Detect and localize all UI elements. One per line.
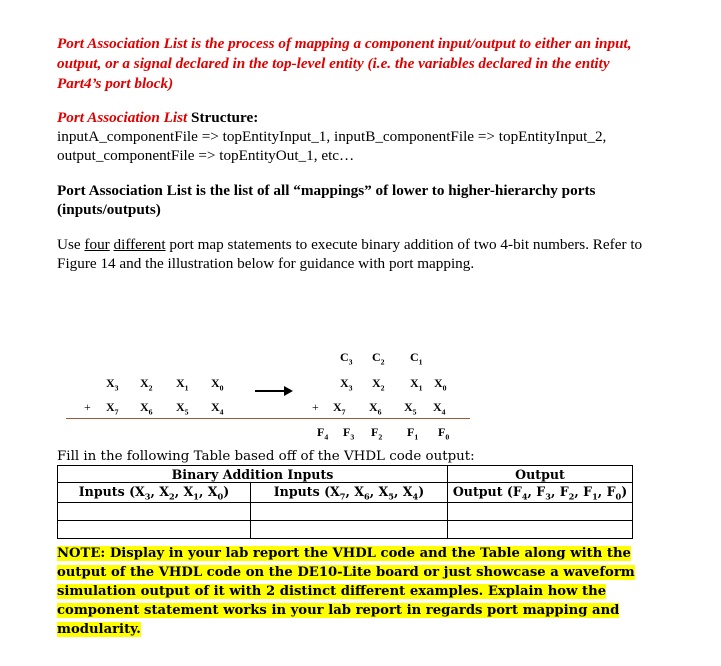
- col-output-f4-f0: Output ($F_4$, $F_3$, $F_2$, $F_1$, $F_0$): [448, 483, 633, 503]
- right-x6: $X_6$: [369, 400, 382, 417]
- instruction-use: Use: [57, 236, 85, 253]
- col-inputs-x7-x4: Inputs ($X_7$, $X_6$, $X_5$, $X_4$): [251, 483, 448, 503]
- note-highlighted-text: NOTE: Display in your lab report the VHDL code and the Table along with the output of the VHDL code on the DE10-Lite board or just showcase a waveform simulation output of it with 2 distinct different examples. Explain how the component statement works in your lab report in regards port mapping and modularity.: [57, 546, 635, 637]
- arrow-right-icon: [255, 390, 285, 392]
- left-x7: $X_7$: [106, 400, 119, 417]
- right-x5: $X_5$: [404, 400, 417, 417]
- right-x7: $X_7$: [333, 400, 346, 417]
- left-x2: $X_2$: [140, 376, 153, 393]
- sum-f3: $F_3$: [343, 425, 355, 442]
- sum-f0: $F_0$: [438, 425, 450, 442]
- right-plus-sign: +: [312, 400, 319, 414]
- table-cell-input-a-2[interactable]: [58, 521, 251, 539]
- structure-heading-red: Port Association List: [57, 109, 188, 126]
- right-x3: $X_3$: [340, 376, 353, 393]
- right-x4: $X_4$: [433, 400, 446, 417]
- instruction-four: four: [84, 236, 110, 253]
- fill-instruction: Fill in the following Table based off of the VHDL code output:: [57, 449, 475, 464]
- definition-paragraph: Port Association List is the list of all “mappings” of lower to higher-hierarchy ports (inputs/outputs): [57, 182, 596, 218]
- table-cell-output-2[interactable]: [448, 521, 633, 539]
- sum-line: [66, 418, 470, 419]
- arrow-head-icon: [284, 386, 293, 396]
- table-cell-output-1[interactable]: [448, 503, 633, 521]
- col-inputs-x3-x0: Inputs ($X_3$, $X_2$, $X_1$, $X_0$): [58, 483, 251, 503]
- sum-f2: $F_2$: [371, 425, 383, 442]
- structure-heading-rest: Structure:: [187, 109, 259, 126]
- table-row: [58, 503, 633, 521]
- instruction-rest: port map statements to execute binary addition of two 4-bit numbers. Refer to Figure 14 and the illustration below for guidance with port mapping.: [57, 236, 643, 272]
- carry-c3: $C_3$: [340, 350, 353, 367]
- structure-paragraph: [57, 108, 677, 165]
- instruction-paragraph: [57, 235, 677, 273]
- left-x0: $X_0$: [211, 376, 224, 393]
- right-x2: $X_2$: [372, 376, 385, 393]
- note-paragraph: [57, 544, 637, 639]
- left-plus-sign: +: [84, 400, 91, 414]
- instruction-different: different: [113, 236, 166, 253]
- results-table: [57, 465, 633, 539]
- carry-c2: $C_2$: [372, 350, 385, 367]
- intro-paragraph: Port Association List is the process of mapping a component input/output to either an input, output, or a signal declared in the top-level entity (i.e. the variables declared in the entity Part4’s port block): [57, 35, 632, 92]
- table-row: [58, 521, 633, 539]
- left-x3: $X_3$: [106, 376, 119, 393]
- table-cell-input-a-1[interactable]: [58, 503, 251, 521]
- table-cell-input-b-1[interactable]: [251, 503, 448, 521]
- left-x5: $X_5$: [176, 400, 189, 417]
- table-group-header-row: [58, 466, 633, 483]
- left-x6: $X_6$: [140, 400, 153, 417]
- sum-f4: $F_4$: [317, 425, 329, 442]
- table-cell-input-b-2[interactable]: [251, 521, 448, 539]
- right-x0: $X_0$: [434, 376, 447, 393]
- right-x1: $X_1$: [410, 376, 423, 393]
- group-output-header: Output: [448, 466, 633, 483]
- left-x1: $X_1$: [176, 376, 189, 393]
- sum-f1: $F_1$: [407, 425, 419, 442]
- group-inputs-header: Binary Addition Inputs: [58, 466, 448, 483]
- carry-c1: $C_1$: [410, 350, 423, 367]
- left-x4: $X_4$: [211, 400, 224, 417]
- table-column-header-row: [58, 483, 633, 503]
- structure-body: inputA_componentFile => topEntityInput_1, inputB_componentFile => topEntityInput_2, output_componentFile => topEntityOut_1, etc…: [57, 128, 607, 164]
